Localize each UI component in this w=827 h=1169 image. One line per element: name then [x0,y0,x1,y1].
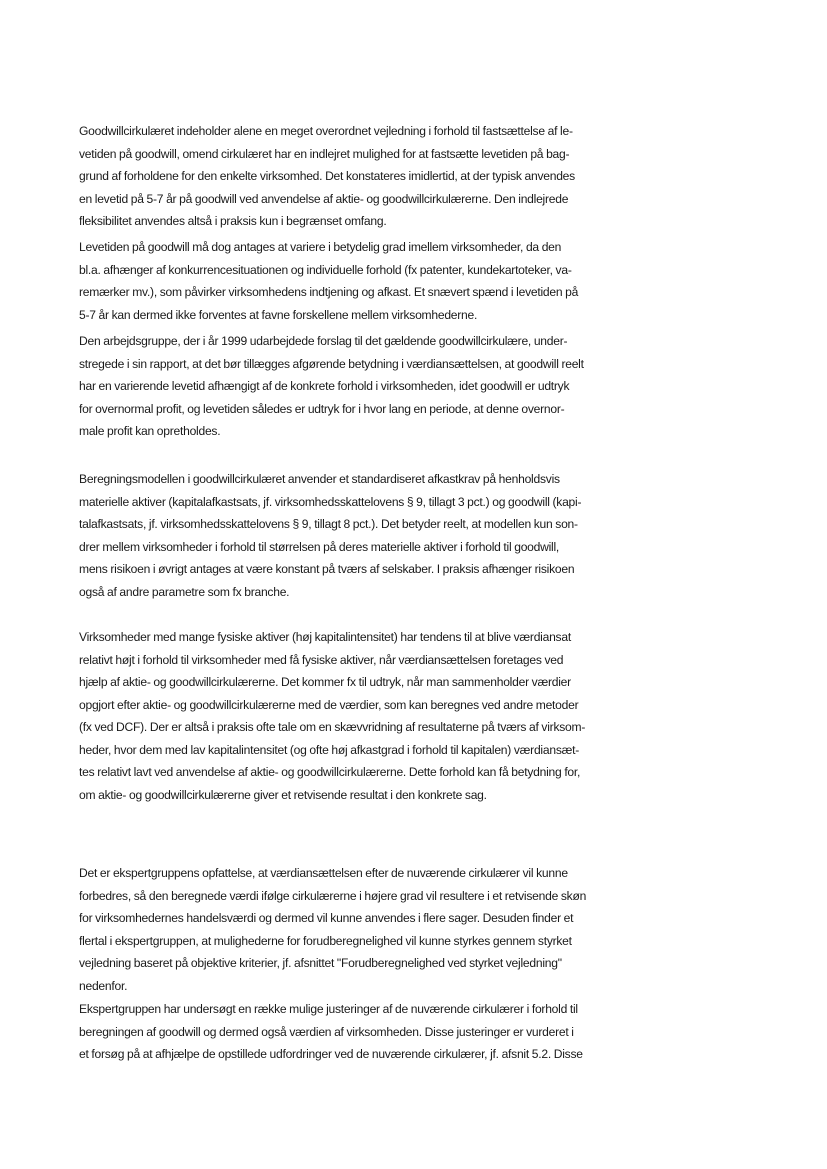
text-line: opgjort efter aktie- og goodwillcirkulærerne med de værdier, som kan beregnes ved andre metoder [79,697,579,712]
text-line: materielle aktiver (kapitalafkastsats, jf. virksomhedsskattelovens § 9, tillagt 3 pct.) og goodwill (kapi- [79,494,582,509]
text-line: 5-7 år kan dermed ikke forventes at favne forskellene mellem virksomhederne. [79,307,478,322]
text-line: Den arbejdsgruppe, der i år 1999 udarbejdede forslag til det gældende goodwillcirkulære, under- [79,334,568,348]
text-line: Beregningsmodellen i goodwillcirkulæret anvender et standardiseret afkastkrav på henholdsvis [79,472,560,486]
text-line: en levetid på 5-7 år på goodwill ved anvendelse af aktie- og goodwillcirkulærerne. Den indlejrede [79,191,569,206]
text-line: relativt højt i forhold til virksomheder med få fysiske aktiver, når værdiansættelsen foretages ved [79,652,564,667]
text-line: for overnormal profit, og levetiden således er udtryk for i hvor lang en periode, at denne overnor- [79,401,565,416]
paragraph-expert-group-opinion [79,862,619,997]
text-line: bl.a. afhænger af konkurrencesituationen og individuelle forhold (fx patenter, kundekartoteker, va- [79,262,572,277]
text-line: Ekspertgruppen har undersøgt en række mulige justeringer af de nuværende cirkulærer i forhold til [79,1002,578,1016]
text-line: hjælp af aktie- og goodwillcirkulærerne. Det kommer fx til udtryk, når man sammenholder værdier [79,675,571,689]
text-line: forbedres, så den beregnede værdi ifølge cirkulærerne i højere grad vil resultere i et retvisende skøn [79,888,587,903]
text-line: et forsøg på at afhjælpe de opstillede udfordringer ved de nuværende cirkulærer, jf. afsnit 5.2. Disse [79,1047,583,1061]
paragraph-adjustments-examined [79,998,619,1066]
text-line: beregningen af goodwill og dermed også værdien af virksomheden. Disse justeringer er vurderet i [79,1024,574,1039]
paragraph-working-group-1999 [79,330,619,443]
text-line: talafkastsats, jf. virksomhedsskattelovens § 9, tillagt 8 pct.). Det betyder reelt, at modellen kun son- [79,517,578,531]
text-line: male profit kan opretholdes. [79,424,221,438]
text-line: heder, hvor dem med lav kapitalintensitet (og ofte høj afkastgrad i forhold til kapitalen) værdiansæt- [79,742,580,757]
text-line: om aktie- og goodwillcirkulærerne giver et retvisende resultat i den konkrete sag. [79,787,487,802]
paragraph-capital-intensity [79,626,619,806]
paragraph-lifetime-variation [79,236,619,326]
text-line: Virksomheder med mange fysiske aktiver (høj kapitalintensitet) har tendens til at blive værdiansat [79,630,571,644]
paragraph-goodwill-lifetime-guidance [79,120,619,233]
text-line: Levetiden på goodwill må dog antages at variere i betydelig grad imellem virksomheder, da den [79,240,562,254]
text-line: også af andre parametre som fx branche. [79,584,290,599]
text-line: drer mellem virksomheder i forhold til størrelsen på deres materielle aktiver i forhold til goodwill, [79,539,560,554]
text-line: remærker mv.), som påvirker virksomhedens indtjening og afkast. Et snævert spænd i levetiden på [79,285,579,299]
text-line: tes relativt lavt ved anvendelse af aktie- og goodwillcirkulærerne. Dette forhold kan få betydning for, [79,765,581,779]
text-line: grund af forholdene for den enkelte virksomhed. Det konstateres imidlertid, at der typisk anvendes [79,169,575,183]
text-line: stregede i sin rapport, at det bør tillægges afgørende betydning i værdiansættelsen, at goodwill reelt [79,356,584,371]
text-line: (fx ved DCF). Der er altså i praksis ofte tale om en skævvridning af resultaterne på tværs af virksom- [79,720,586,734]
text-line: Goodwillcirkulæret indeholder alene en meget overordnet vejledning i forhold til fastsættelse af le- [79,124,573,138]
text-line: Det er ekspertgruppens opfattelse, at værdiansættelsen efter de nuværende cirkulærer vil kunne [79,866,568,880]
text-line: fleksibilitet anvendes altså i praksis kun i begrænset omfang. [79,214,387,228]
text-line: vejledning baseret på objektive kriterier, jf. afsnittet "Forudberegnelighed ved styrket vejledning" [79,956,562,970]
text-line: vetiden på goodwill, omend cirkulæret har en indlejret mulighed for at fastsætte levetiden på bag- [79,146,570,161]
text-line: nedenfor. [79,978,128,993]
text-line: for virksomhedernes handelsværdi og dermed vil kunne anvendes i flere sager. Desuden finder et [79,911,574,925]
text-line: har en varierende levetid afhængigt af de konkrete forhold i virksomheden, idet goodwill er udtryk [79,379,570,393]
text-line: flertal i ekspertgruppen, at mulighederne for forudberegnelighed vil kunne styrkes gennem styrket [79,933,572,948]
paragraph-calculation-model [79,468,619,603]
text-line: mens risikoen i øvrigt antages at være konstant på tværs af selskaber. I praksis afhænger risikoen [79,562,575,576]
